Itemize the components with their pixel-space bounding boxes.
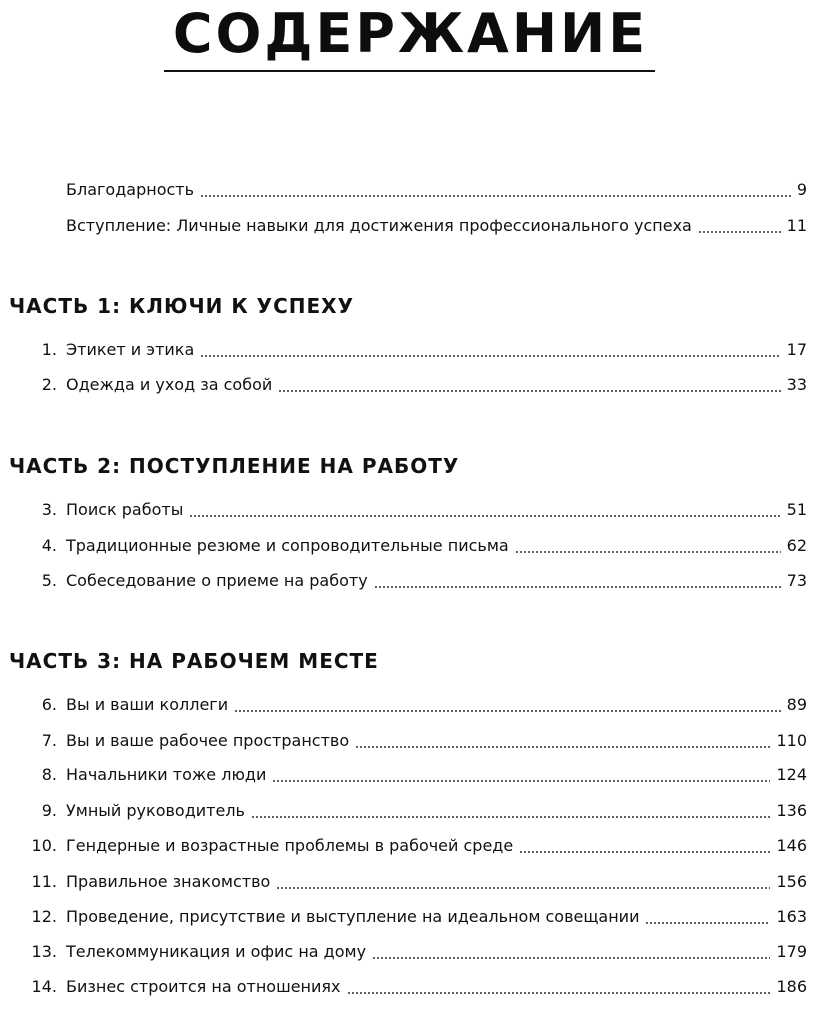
toc-entry-page: 62 [786, 536, 807, 555]
toc-entry-label: Бизнес строится на отношениях [66, 977, 341, 996]
dot-leader [200, 354, 780, 358]
toc-entry-page: 136 [776, 801, 807, 820]
toc-entry-chapter-10[interactable] [0, 833, 821, 859]
toc-entry-chapter-8[interactable] [0, 762, 821, 788]
chapter-number: 3. [41, 500, 57, 519]
toc-entry-label: Традиционные резюме и сопроводительные письма [66, 536, 509, 555]
toc-entry-page: 9 [796, 180, 807, 199]
toc-entry-chapter-12[interactable] [0, 904, 821, 930]
toc-entry-chapter-4[interactable] [0, 533, 821, 559]
toc-entry-acknowledgements[interactable] [0, 177, 821, 203]
toc-entry-page: 179 [776, 942, 807, 961]
toc-entry-label: Правильное знакомство [66, 872, 271, 891]
toc-entry-page: 11 [786, 216, 807, 235]
dot-leader [698, 230, 781, 234]
toc-entry-chapter-13[interactable] [0, 939, 821, 965]
dot-leader [272, 779, 770, 783]
dot-leader [374, 585, 781, 589]
chapter-number: 9. [41, 801, 57, 820]
toc-entry-label: Гендерные и возрастные проблемы в рабочей среде [66, 836, 514, 855]
chapter-number: 12. [31, 907, 57, 926]
toc-entry-chapter-7[interactable] [0, 728, 821, 754]
dot-leader [251, 815, 770, 819]
toc-entry-chapter-11[interactable] [0, 869, 821, 895]
dot-leader [645, 921, 770, 925]
chapter-number: 6. [41, 695, 57, 714]
chapter-number: 8. [41, 765, 57, 784]
part-heading-2: ЧАСТЬ 2: ПОСТУПЛЕНИЕ НА РАБОТУ [9, 454, 460, 478]
dot-leader [519, 850, 770, 854]
toc-entry-label: Этикет и этика [66, 340, 195, 359]
dot-leader [278, 389, 780, 393]
toc-entry-introduction[interactable] [0, 213, 821, 239]
page-title: СОДЕРЖАНИЕ [172, 2, 649, 65]
toc-entry-chapter-9[interactable] [0, 798, 821, 824]
toc-entry-chapter-6[interactable] [0, 692, 821, 718]
chapter-number: 13. [31, 942, 57, 961]
toc-entry-label: Собеседование о приеме на работу [66, 571, 368, 590]
toc-entry-label: Вы и ваше рабочее пространство [66, 731, 350, 750]
toc-entry-page: 89 [786, 695, 807, 714]
toc-entry-page: 146 [776, 836, 807, 855]
chapter-number: 5. [41, 571, 57, 590]
toc-entry-label: Телекоммуникация и офис на дому [66, 942, 367, 961]
toc-entry-page: 51 [786, 500, 807, 519]
toc-entry-page: 17 [786, 340, 807, 359]
toc-entry-label: Проведение, присутствие и выступление на идеальном совещании [66, 907, 640, 926]
chapter-number: 4. [41, 536, 57, 555]
toc-entry-label: Начальники тоже люди [66, 765, 267, 784]
dot-leader [515, 550, 781, 554]
dot-leader [200, 194, 791, 198]
toc-entry-chapter-3[interactable] [0, 497, 821, 523]
chapter-number: 11. [31, 872, 57, 891]
toc-entry-page: 110 [776, 731, 807, 750]
toc-entry-page: 186 [776, 977, 807, 996]
part-heading-3: ЧАСТЬ 3: НА РАБОЧЕМ МЕСТЕ [9, 649, 379, 673]
dot-leader [276, 886, 770, 890]
toc-entry-chapter-5[interactable] [0, 568, 821, 594]
toc-entry-page: 156 [776, 872, 807, 891]
toc-entry-label: Вступление: Личные навыки для достижения профессионального успеха [66, 216, 692, 235]
title-underline [164, 70, 655, 72]
dot-leader [355, 745, 770, 749]
dot-leader [234, 709, 781, 713]
toc-entry-page: 73 [786, 571, 807, 590]
toc-entry-label: Поиск работы [66, 500, 184, 519]
toc-entry-label: Благодарность [66, 180, 195, 199]
toc-entry-chapter-1[interactable] [0, 337, 821, 363]
toc-entry-chapter-14[interactable] [0, 974, 821, 1000]
dot-leader [372, 956, 770, 960]
toc-entry-page: 124 [776, 765, 807, 784]
chapter-number: 7. [41, 731, 57, 750]
dot-leader [347, 991, 771, 995]
toc-entry-label: Одежда и уход за собой [66, 375, 273, 394]
toc-entry-page: 33 [786, 375, 807, 394]
toc-entry-label: Вы и ваши коллеги [66, 695, 229, 714]
dot-leader [189, 514, 780, 518]
part-heading-1: ЧАСТЬ 1: КЛЮЧИ К УСПЕХУ [9, 294, 354, 318]
toc-entry-label: Умный руководитель [66, 801, 245, 820]
chapter-number: 1. [41, 340, 57, 359]
chapter-number: 10. [31, 836, 57, 855]
toc-entry-chapter-2[interactable] [0, 372, 821, 398]
toc-entry-page: 163 [776, 907, 807, 926]
chapter-number: 2. [41, 375, 57, 394]
chapter-number: 14. [31, 977, 57, 996]
